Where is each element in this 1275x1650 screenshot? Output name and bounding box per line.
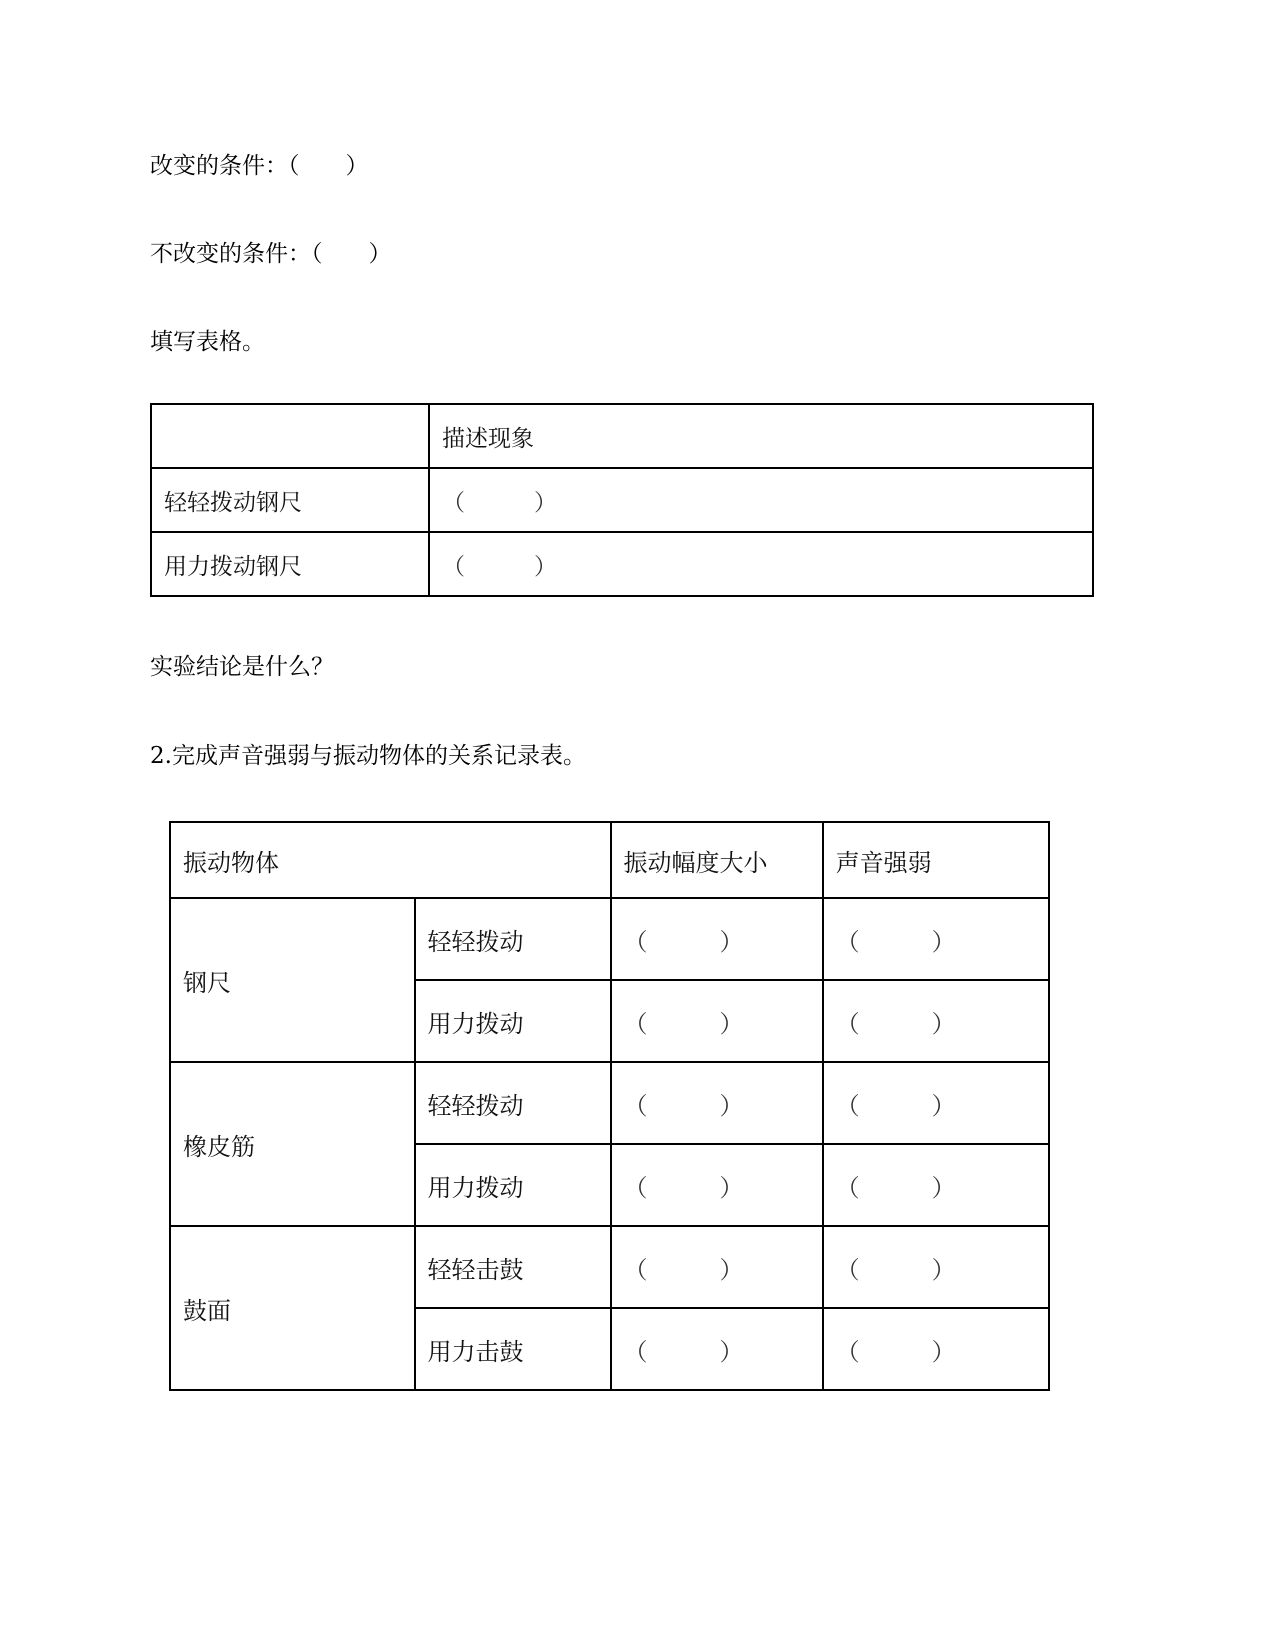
- fill-table-instruction: 填写表格。: [150, 329, 265, 355]
- table1-answer-blank[interactable]: （ ）: [429, 532, 1093, 596]
- amplitude-blank[interactable]: （ ）: [611, 1062, 823, 1144]
- table2-header-amplitude: 振动幅度大小: [611, 822, 823, 898]
- table-row: [170, 1226, 1049, 1308]
- unchanged-condition-line: 不改变的条件：（ ）: [150, 241, 392, 267]
- loudness-blank[interactable]: （ ）: [823, 980, 1049, 1062]
- loudness-blank[interactable]: （ ）: [823, 1308, 1049, 1390]
- amplitude-blank[interactable]: （ ）: [611, 980, 823, 1062]
- loudness-blank[interactable]: （ ）: [823, 1144, 1049, 1226]
- table1-row-label: 轻轻拨动钢尺: [151, 468, 429, 532]
- action-cell: 用力拨动: [415, 980, 611, 1062]
- table1-answer-blank[interactable]: （ ）: [429, 468, 1093, 532]
- object-cell: 橡皮筋: [170, 1062, 415, 1226]
- object-cell: 鼓面: [170, 1226, 415, 1390]
- table2-header-object: 振动物体: [170, 822, 611, 898]
- table-row: [170, 822, 1049, 898]
- action-cell: 轻轻拨动: [415, 898, 611, 980]
- action-cell: 轻轻击鼓: [415, 1226, 611, 1308]
- loudness-blank[interactable]: （ ）: [823, 1062, 1049, 1144]
- table1-header-description: 描述现象: [429, 404, 1093, 468]
- loudness-blank[interactable]: （ ）: [823, 1226, 1049, 1308]
- phenomenon-table: [150, 403, 1094, 597]
- amplitude-blank[interactable]: （ ）: [611, 1226, 823, 1308]
- table-row: [151, 468, 1093, 532]
- amplitude-blank[interactable]: （ ）: [611, 1308, 823, 1390]
- loudness-record-table: [169, 821, 1050, 1391]
- action-cell: 用力拨动: [415, 1144, 611, 1226]
- loudness-blank[interactable]: （ ）: [823, 898, 1049, 980]
- table-row: [151, 404, 1093, 468]
- table-row: [151, 532, 1093, 596]
- changed-condition-line: 改变的条件：（ ）: [150, 153, 369, 179]
- table1-header-empty: [151, 404, 429, 468]
- table-row: [170, 1062, 1049, 1144]
- question-2-title: 2.完成声音强弱与振动物体的关系记录表。: [150, 743, 586, 769]
- table2-header-loudness: 声音强弱: [823, 822, 1049, 898]
- action-cell: 用力击鼓: [415, 1308, 611, 1390]
- conclusion-question: 实验结论是什么？: [150, 654, 334, 680]
- table1-row-label: 用力拨动钢尺: [151, 532, 429, 596]
- object-cell: 钢尺: [170, 898, 415, 1062]
- amplitude-blank[interactable]: （ ）: [611, 1144, 823, 1226]
- table-row: [170, 898, 1049, 980]
- amplitude-blank[interactable]: （ ）: [611, 898, 823, 980]
- action-cell: 轻轻拨动: [415, 1062, 611, 1144]
